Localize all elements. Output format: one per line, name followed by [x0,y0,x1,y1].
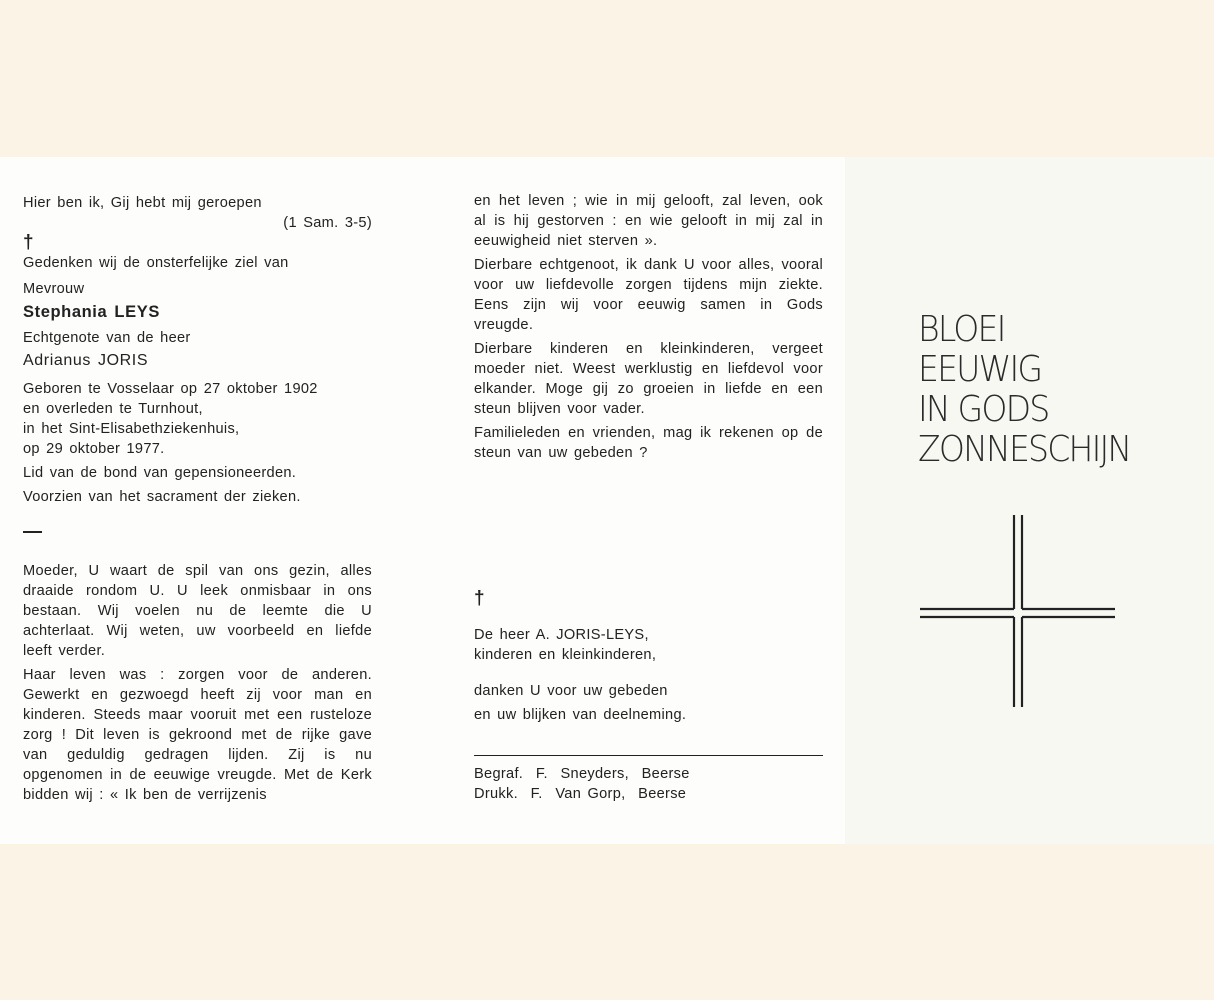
spouse-name: Adrianus JORIS [23,352,149,369]
epigraph-reference: (1 Sam. 3-5) [283,215,372,231]
divider-line [474,755,823,756]
printer-line: Drukk. F. Van Gorp, Beerse [474,786,687,802]
membership-line: Lid van de bond van gepensioneerden. [23,465,297,481]
epigraph: Hier ben ik, Gij hebt mij geroepen [23,195,262,211]
honorific: Mevrouw [23,281,85,297]
bio-line: op 29 oktober 1977. [23,441,165,457]
paragraph: Dierbare kinderen en kleinkinderen, vergeet moeder niet. Weest werklustig en liefdevol voor elkander. Moge gij zo groeien in liefde en een steun blijven voor vader. [474,341,823,417]
undertaker-line: Begraf. F. Sneyders, Beerse [474,766,690,782]
thanks-line: en uw blijken van deelneming. [474,707,687,723]
cross-icon: † [23,232,34,253]
memorial-card [0,157,1214,844]
paragraph: Familieleden en vrienden, mag ik rekenen op de steun van uw gebeden ? [474,425,823,461]
motto-line: EEUWIG [918,349,1042,390]
biography [23,379,372,459]
paragraph: Dierbare echtgenoot, ik dank U voor alles, vooral voor uw liefdevolle zorgen tijdens mijn ziekte. Eens zijn wij voor eeuwig samen in Gods vreugde. [474,257,823,333]
bio-line: Geboren te Vosselaar op 27 oktober 1902 [23,381,318,397]
spouse-intro: Echtgenote van de heer [23,330,191,346]
paragraph: en het leven ; wie in mij gelooft, zal leven, ook al is hij gestorven : en wie gelooft in mij zal in eeuwigheid niet sterven ». [474,193,823,249]
bio-line: en overleden te Turnhout, [23,401,203,417]
separator-dash [23,531,42,533]
thanks-line: danken U voor uw gebeden [474,683,668,699]
family-line: kinderen en kleinkinderen, [474,647,657,663]
paragraph: Haar leven was : zorgen voor de anderen. Gewerkt en gezwoegd heeft zij voor man en kinderen. Steeds maar vooruit met een rusteloze zorg ! Dit leven is gekroond met de rijke gave van geduldig gedragen lijden. Zij is nu opgenomen in de eeuwige vreugde. Met de Kerk bidden wij : « Ik ben de verrijzenis [23,667,372,803]
bio-line: in het Sint-Elisabethziekenhuis, [23,421,240,437]
motto [918,310,1176,470]
motto-line: BLOEI [918,309,1005,350]
family-line: De heer A. JORIS-LEYS, [474,627,649,643]
left-column [23,193,372,805]
paragraph: Moeder, U waart de spil van ons gezin, alles draaide rondom U. U leek onmisbaar in ons bestaan. Wij voelen nu de leemte die U achterlaat. Wij weten, uw voorbeeld en liefde leeft verder. [23,563,372,659]
intro-line: Gedenken wij de onsterfelijke ziel van [23,255,289,271]
cross-icon: † [474,588,485,609]
middle-column [474,191,823,804]
sacrament-line: Voorzien van het sacrament der zieken. [23,489,301,505]
motto-line: ZONNESCHIJN [918,429,1131,470]
card-front-panel [845,157,1214,844]
motto-line: IN GODS [918,389,1049,430]
double-line-cross-icon [915,513,1120,713]
deceased-name: Stephania LEYS [23,303,160,321]
